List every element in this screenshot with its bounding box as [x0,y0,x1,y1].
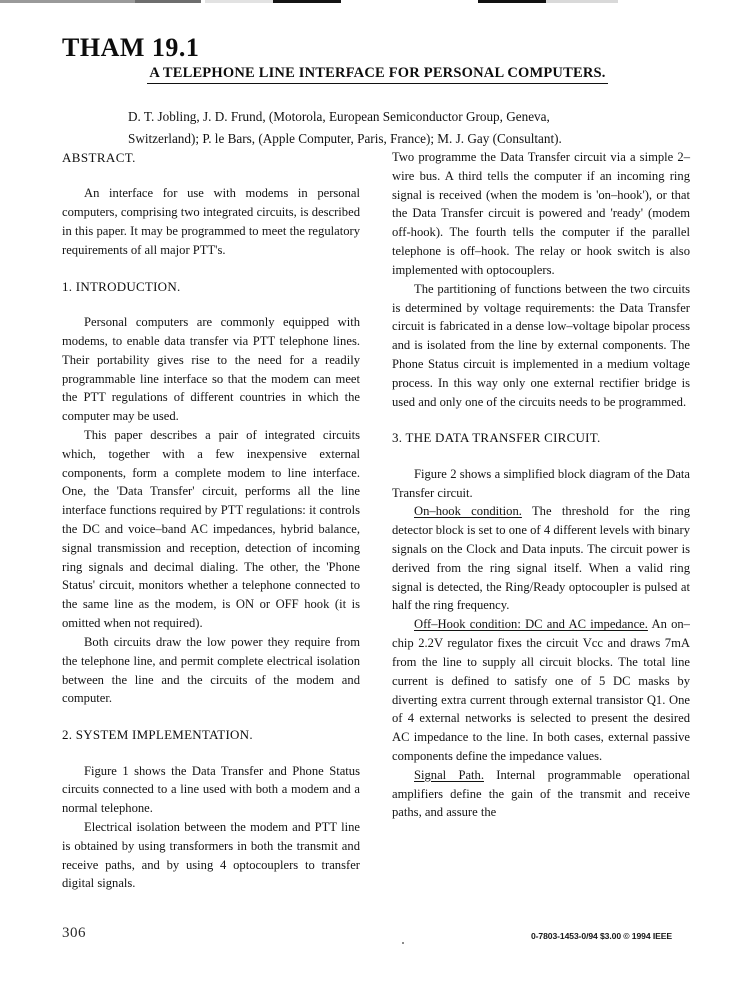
author-affiliation-block [0,106,755,149]
intro-paragraph-2: This paper describes a pair of integrated circuits which, together with a few inexpensive external components, form a complete modem to line interface. One, the 'Data Transfer' circuit, performs all the line interface functions required by PTT regulations: it controls the DC and voice–band AC impedances, hybrid balance, signal transmission and reception, detection of incoming ring signals and decimal dialing. The other, the 'Phone Status' circuit, monitors whether a telephone connected to the same line as the modem, is ON or OFF hook (it is omitted when not required). [62,427,360,631]
page-number: 306 [62,925,86,941]
off-hook-paragraph [392,615,690,766]
on-hook-paragraph [392,502,690,615]
figure2-paragraph: Figure 2 shows a simplified block diagram of the Data Transfer circuit. [392,466,690,500]
section-heading-data-transfer-circuit: 3. THE DATA TRANSFER CIRCUIT. [392,430,601,446]
signal-path-runin-label: Signal Path. [414,767,484,782]
scan-speck [402,942,404,944]
intro-paragraph-3: Both circuits draw the low power they require from the telephone line, and permit complete electrical isolation between the line and the circuits of the modem and computer. [62,634,360,706]
off-hook-runin-label: Off–Hook condition: DC and AC impedance. [414,617,648,632]
signal-path-paragraph [392,766,690,822]
authors-line-1: D. T. Jobling, J. D. Frund, (Motorola, European Semiconductor Group, Geneva, [128,109,550,125]
section-heading-system-implementation: 2. SYSTEM IMPLEMENTATION. [62,727,253,743]
spacer [62,708,360,725]
partitioning-paragraph: The partitioning of functions between the two circuits is determined by voltage requirements: the Data Transfer circuit is fabricated in a dense low–voltage bipolar process and is isolated from the line by external components. The Phone Status circuit is implemented in a medium voltage process. In this way only one external rectifier bridge is used and only one of the circuits needs to be programmed. [392,281,690,409]
spacer [392,411,690,428]
on-hook-runin-label: On–hook condition. [414,504,522,519]
spacer [62,260,360,277]
two-column-body [62,148,690,891]
copyright-notice: 0-7803-1453-0/94 $3.00 © 1994 IEEE [530,931,672,941]
spacer [62,296,360,313]
session-identifier: THAM 19.1 [62,33,200,62]
system-paragraph-2: Electrical isolation between the modem and PTT line is obtained by using transformers in both the transmit and receive paths, and by using 4 optocouplers to transfer digital signals. [62,820,360,891]
spacer [392,448,690,465]
system-paragraph-1: Figure 1 shows the Data Transfer and Phone Status circuits connected to a line used with both a modem and a normal telephone. [62,763,360,816]
left-column [62,148,360,891]
right-column [392,148,690,883]
off-hook-body: An on–chip 2.2V regulator fixes the circuit Vcc and draws 7mA from the line to supply all circuit blocks. The total line current is defined to satisfy one of 5 DC masks by diverting extra current through external transistor Q1. One of 4 external networks is selected to present the desired AC impedance to the line. In both cases, external passive components define the impedance values. [392,617,690,763]
abstract-paragraph: An interface for use with modems in personal computers, comprising two integrated circuits, is described in this paper. It may be programmed to meet the regulatory requirements of all major PTT's. [62,186,360,257]
authors-line-2: Switzerland); P. le Bars, (Apple Computer, Paris, France); M. J. Gay (Consultant). [128,130,562,146]
page-title-text: A TELEPHONE LINE INTERFACE FOR PERSONAL COMPUTERS. [147,65,607,84]
spacer [62,167,360,184]
abstract-heading: ABSTRACT. [62,150,136,165]
section-heading-introduction: 1. INTRODUCTION. [62,278,181,294]
paper-header [0,34,755,149]
page-title [0,65,755,84]
page-footer [62,925,690,949]
intro-paragraph-1: Personal computers are commonly equipped with modems, to enable data transfer via PTT telephone lines. Their portability gives rise to the need for a readily programmable line interface so that the modem can meet the PTT regulations of different countries in which the computer may be used. [62,315,360,424]
signal-path-body: Internal programmable operational amplifiers define the gain of the transmit and receive paths, and assure the [392,767,690,820]
on-hook-body: The threshold for the ring detector block is set to one of 4 different levels with binary signals on the Clock and Data inputs. The circuit power is derived from the ring signal itself. When a valid ring signal is detected, the Ring/Ready optocoupler is pulsed at half the ring frequency. [392,504,690,613]
spacer [62,745,360,762]
continued-paragraph: Two programme the Data Transfer circuit via a simple 2–wire bus. A third tells the computer if an incoming ring signal is received (when the modem is 'on–hook'), or that the Data Transfer circuit is powered and 'ready' (modem off-hook). The fourth tells the computer if the parallel telephone is off–hook. The relay or hook switch is also implemented with optocouplers. [392,150,690,277]
